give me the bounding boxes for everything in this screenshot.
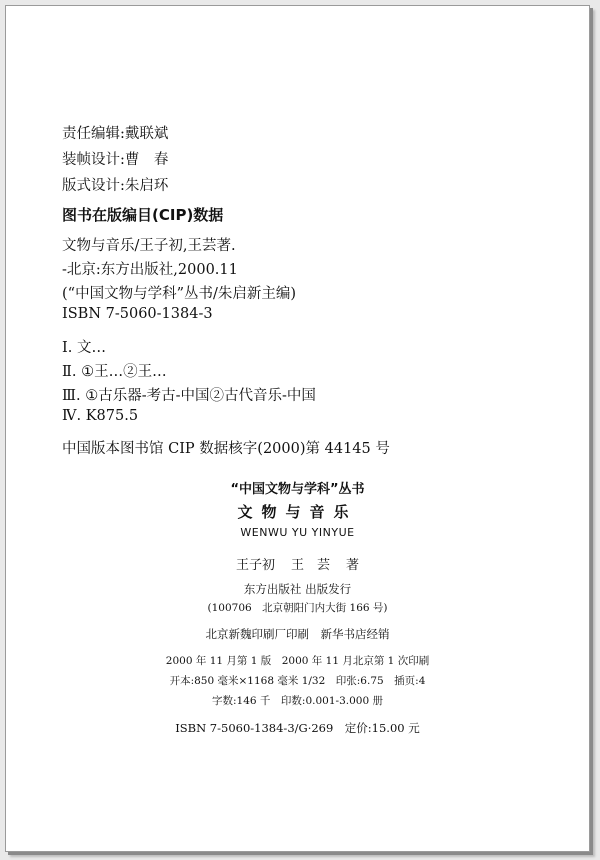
printing-distribution: 北京新魏印刷厂印刷 新华书店经销 <box>205 627 390 641</box>
author-name: 王子初 <box>235 558 275 573</box>
series-name: “中国文物与学科”丛书 <box>230 482 365 497</box>
cip-subject-line: Ⅱ. ①王…②王… <box>62 364 167 380</box>
isbn-price: ISBN 7-5060-1384-3/G·269 定价:15.00 元 <box>175 721 420 735</box>
publisher-address: (100706 北京朝阳门内大街 166 号) <box>207 602 388 614</box>
author-role: 著 <box>346 558 360 573</box>
publisher: 东方出版社 出版发行 <box>243 582 352 596</box>
edition-info: 2000 年 11 月第 1 版 2000 年 11 月北京第 1 次印刷 <box>165 655 430 667</box>
format-info: 开本:850 毫米×1168 毫米 1/32 印张:6.75 插页:4 <box>169 675 426 687</box>
credit-binding-design: 装帧设计:曹 春 <box>62 152 169 168</box>
cip-record-line: (“中国文物与学科”丛书/朱启新主编) <box>62 286 297 302</box>
cip-record-line: -北京:东方出版社,2000.11 <box>62 262 238 278</box>
cip-record-isbn: ISBN 7-5060-1384-3 <box>62 306 213 322</box>
copyright-page <box>5 5 590 852</box>
cip-record-line: 文物与音乐/王子初,王芸著. <box>62 238 236 254</box>
word-count-info: 字数:146 千 印数:0.001-3.000 册 <box>212 695 383 707</box>
credit-layout-design: 版式设计:朱启环 <box>62 178 169 194</box>
book-title: 文物与音乐 <box>237 503 358 521</box>
cip-subject-line: Ⅰ. 文… <box>62 340 106 356</box>
author-name: 王 芸 <box>290 558 330 573</box>
book-title-pinyin: WENWU YU YINYUE <box>240 526 355 539</box>
cip-subject-line: Ⅲ. ①古乐器-考古-中国②古代音乐-中国 <box>62 388 316 404</box>
cip-subject-line: Ⅳ. K875.5 <box>62 408 139 424</box>
cip-number: 中国版本图书馆 CIP 数据核字(2000)第 44145 号 <box>62 441 390 457</box>
author-line <box>6 554 589 573</box>
credit-editor: 责任编辑:戴联斌 <box>62 126 169 142</box>
cip-heading: 图书在版编目(CIP)数据 <box>62 206 224 224</box>
